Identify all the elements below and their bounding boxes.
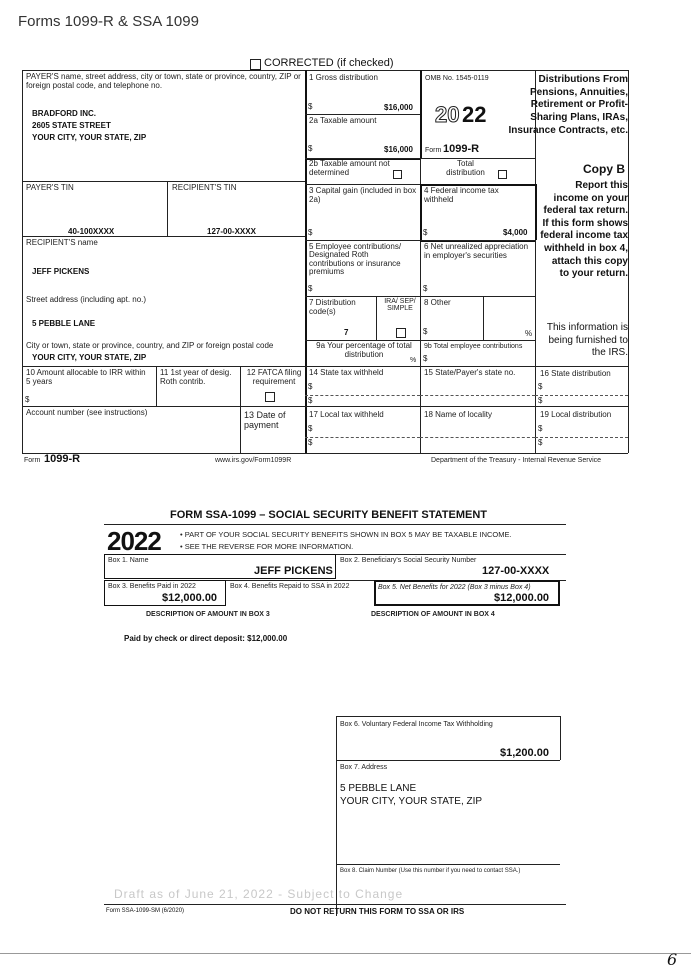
box6-dollar: $ (423, 284, 428, 293)
copy-b-text: Report this income on your federal tax return. If this form shows federal income tax withheld in box 4, attach this copy to your return. (540, 180, 628, 280)
box7-label: 7 Distribution code(s) (309, 298, 356, 316)
street-value: 5 PEBBLE LANE (32, 319, 96, 328)
corrected-checkbox[interactable] (250, 59, 261, 70)
omb-number: OMB No. 1545-0119 (425, 75, 489, 82)
footer-form-label: Form (24, 457, 41, 464)
ssa-box6-label: Box 6. Voluntary Federal Income Tax Withholding (340, 721, 493, 728)
ira-sep-simple-checkbox[interactable] (396, 328, 406, 338)
box2a-label: 2a Taxable amount (309, 116, 377, 125)
ssa-address-line2: YOUR CITY, YOUR STATE, ZIP (340, 796, 483, 807)
box19-label: 19 Local distribution (540, 410, 612, 419)
box5-dollar: $ (308, 284, 313, 293)
ssa-title: FORM SSA-1099 – SOCIAL SECURITY BENEFIT STATEMENT (170, 509, 488, 521)
ssa-box1-value: JEFF PICKENS (254, 565, 333, 577)
box5-label: 5 Employee contributions/ Designated Roth contributions or insurance premiums (309, 242, 402, 277)
city-label: City or town, state or province, country, and ZIP or foreign postal code (26, 341, 274, 350)
box9b-label: 9b Total employee contributions (424, 343, 523, 350)
ssa-note-2: • SEE THE REVERSE FOR MORE INFORMATION. (180, 542, 354, 551)
footer-form-name: 1099-R (44, 453, 81, 465)
total-distribution-checkbox[interactable] (498, 170, 507, 179)
box1-dollar: $ (308, 102, 313, 111)
account-number-label: Account number (see instructions) (26, 408, 148, 417)
box12-label: 12 FATCA filing requirement (246, 368, 302, 386)
street-label: Street address (including apt. no.) (26, 295, 147, 304)
form-title: Distributions From Pensions, Annuities, Retirement or Profit-Sharing Plans, IRAs, Insurance Contracts, etc. (508, 74, 628, 136)
box19-dollar-2: $ (538, 438, 543, 447)
ssa-box8-label: Box 8. Claim Number (Use this number if you need to contact SSA.) (340, 868, 521, 874)
box17-label: 17 Local tax withheld (309, 410, 384, 419)
copy-b: Copy B (583, 162, 625, 176)
form-name: 1099-R (443, 143, 480, 155)
ssa-box3-label: Box 3. Benefits Paid in 2022 (108, 583, 196, 590)
payer-tin-label: PAYER'S TIN (26, 183, 74, 192)
box4-value: $4,000 (503, 228, 528, 237)
box14-dollar-1: $ (308, 382, 313, 391)
box8-percent: % (525, 329, 533, 338)
recipient-tin: 127-00-XXXX (207, 227, 256, 236)
ssa-form-code: Form SSA-1099-SM (6/2020) (106, 908, 185, 914)
box3-label: 3 Capital gain (included in box 2a) (309, 186, 417, 204)
box1-value: $16,000 (384, 103, 413, 112)
box2b-label: 2b Taxable amount not determined (309, 159, 390, 177)
ssa-note-1: • PART OF YOUR SOCIAL SECURITY BENEFITS SHOWN IN BOX 5 MAY BE TAXABLE INCOME. (180, 530, 512, 539)
box17-dollar-2: $ (308, 438, 313, 447)
ssa-desc3-text: Paid by check or direct deposit: $12,000.00 (124, 634, 288, 643)
payer-city: YOUR CITY, YOUR STATE, ZIP (32, 133, 147, 142)
box18-label: 18 Name of locality (424, 410, 493, 419)
ssa-box4-label: Box 4. Benefits Repaid to SSA in 2022 (230, 583, 350, 590)
ssa-box7-label: Box 7. Address (340, 764, 388, 771)
recipient-tin-label: RECIPIENT'S TIN (172, 183, 237, 192)
box14-dollar-2: $ (308, 396, 313, 405)
city-value: YOUR CITY, YOUR STATE, ZIP (32, 353, 147, 362)
ssa-box5-value: $12,000.00 (494, 592, 550, 604)
recipient-name: JEFF PICKENS (32, 267, 90, 276)
box15-label: 15 State/Payer's state no. (424, 368, 516, 377)
box4-label: 4 Federal income tax withheld (424, 186, 499, 204)
box2a-value: $16,000 (384, 145, 413, 154)
box8-dollar: $ (423, 327, 428, 336)
recipient-name-label: RECIPIENT'S name (26, 238, 98, 247)
box7-value: 7 (344, 328, 349, 337)
box13-label: 13 Date of payment (244, 410, 286, 430)
payer-label: PAYER'S name, street address, city or town, state or province, country, ZIP or foreign postal code, and telephone no. (26, 73, 301, 90)
corrected-label: CORRECTED (if checked) (264, 57, 394, 69)
ssa-box2-value: 127-00-XXXX (482, 565, 550, 577)
payer-name: BRADFORD INC. (32, 109, 96, 118)
ssa-box1-label: Box 1. Name (108, 557, 149, 564)
box10-dollar: $ (25, 395, 30, 404)
total-distribution-label: Total distribution (446, 159, 485, 177)
footer-url: www.irs.gov/Form1099R (215, 457, 292, 464)
box2a-dollar: $ (308, 144, 313, 153)
footer-dept: Department of the Treasury - Internal Revenue Service (431, 457, 602, 464)
box10-label: 10 Amount allocable to IRR within 5 years (26, 368, 146, 386)
box8-label: 8 Other (424, 298, 451, 307)
ssa-desc3-label: DESCRIPTION OF AMOUNT IN BOX 3 (146, 611, 270, 618)
ssa-do-not-return: DO NOT RETURN THIS FORM TO SSA OR IRS (290, 907, 465, 916)
box17-dollar-1: $ (308, 424, 313, 433)
box16-dollar-1: $ (538, 382, 543, 391)
form-ssa1099 (104, 494, 566, 924)
year-outline: 20 (435, 102, 460, 127)
year-solid: 22 (462, 102, 487, 127)
ssa-address-line1: 5 PEBBLE LANE (340, 783, 417, 794)
ssa-desc4-label: DESCRIPTION OF AMOUNT IN BOX 4 (371, 611, 495, 618)
box11-label: 11 1st year of desig. Roth contrib. (160, 368, 232, 386)
box4-dollar: $ (423, 228, 428, 237)
box2b-checkbox[interactable] (393, 170, 402, 179)
box16-label: 16 State distribution (540, 369, 611, 378)
form-label: Form (425, 147, 442, 154)
ssa-watermark: Draft as of June 21, 2022 - Subject to Change (114, 887, 404, 901)
ira-sep-simple-label: IRA/ SEP/ SIMPLE (384, 298, 416, 312)
page-number: 6 (667, 950, 678, 969)
ssa-box3-value: $12,000.00 (162, 592, 218, 604)
box9b-dollar: $ (423, 354, 428, 363)
ssa-year: 2022 (107, 526, 161, 556)
box1-label: 1 Gross distribution (309, 73, 378, 82)
payer-street: 2605 STATE STREET (32, 121, 111, 130)
box3-dollar: $ (308, 228, 313, 237)
info-text: This information is being furnished to the IRS. (546, 322, 628, 358)
box16-dollar-2: $ (538, 396, 543, 405)
box6-label: 6 Net unrealized appreciation in employer's securities (424, 242, 529, 260)
ssa-box2-label: Box 2. Beneficiary's Social Security Number (340, 557, 477, 564)
ssa-box6-value: $1,200.00 (500, 747, 549, 759)
payer-tin: 40-100XXXX (68, 227, 115, 236)
page-title: Forms 1099-R & SSA 1099 (18, 13, 199, 30)
box14-label: 14 State tax withheld (309, 368, 384, 377)
fatca-checkbox[interactable] (265, 392, 275, 402)
ssa-box5-label: Box 5. Net Benefits for 2022 (Box 3 minus Box 4) (378, 584, 531, 591)
box9a-label: 9a Your percentage of total distribution (316, 341, 412, 359)
box19-dollar-1: $ (538, 424, 543, 433)
box9a-percent: % (410, 357, 417, 364)
form-1099r (0, 0, 691, 480)
